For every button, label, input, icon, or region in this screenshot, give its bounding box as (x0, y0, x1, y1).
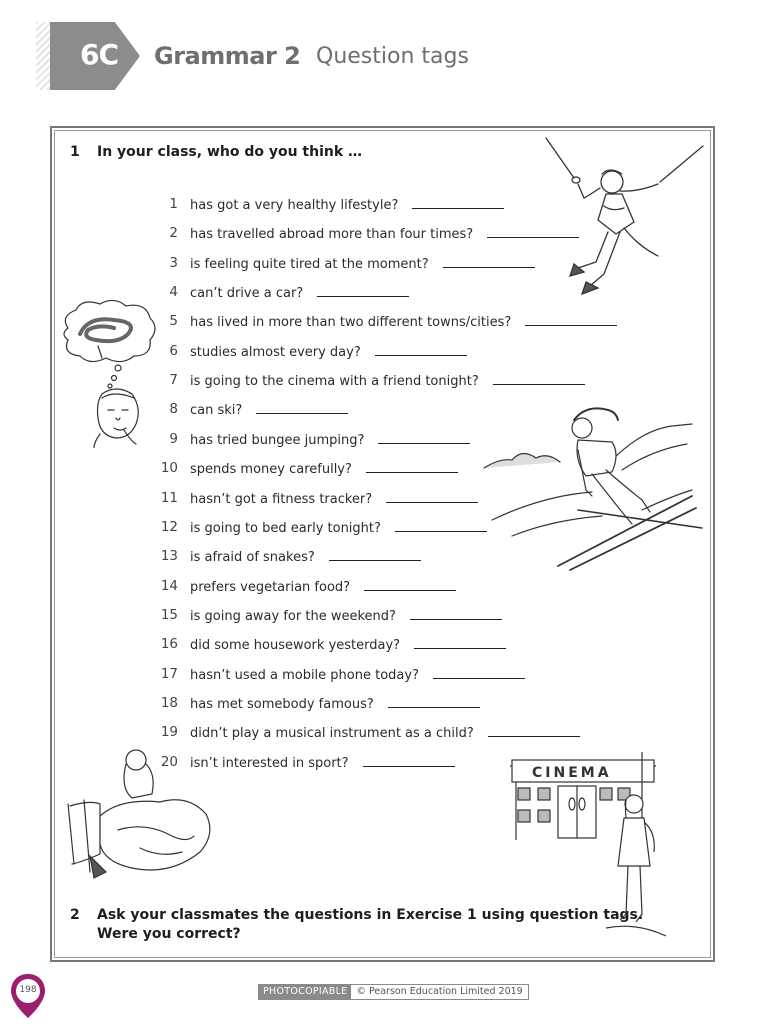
answer-blank[interactable] (395, 519, 487, 532)
answer-blank[interactable] (443, 255, 535, 268)
question-text-label: hasn’t used a mobile phone today? (190, 667, 419, 683)
cinema-sign-text: CINEMA (532, 765, 612, 781)
question-text-label: can ski? (190, 403, 243, 419)
question-text (190, 460, 458, 477)
question-text-label: can’t drive a car? (190, 286, 304, 302)
question-item (0, 666, 768, 686)
unit-code: 6C (80, 38, 119, 71)
question-item (0, 578, 768, 598)
thinking-man-snake-illustration (58, 298, 162, 448)
question-text (190, 196, 504, 213)
answer-blank[interactable] (525, 313, 617, 326)
page-number: 198 (19, 985, 37, 995)
question-text-label: hasn’t got a fitness tracker? (190, 491, 373, 507)
question-text-label: studies almost every day? (190, 344, 361, 360)
question-text (190, 607, 502, 624)
question-text (190, 431, 470, 448)
photocopiable-label: PHOTOCOPIABLE (259, 985, 351, 999)
question-text (190, 636, 506, 653)
question-text (190, 724, 580, 741)
answer-blank[interactable] (414, 636, 506, 649)
question-number: 8 (169, 401, 178, 418)
bungee-jumper-illustration (538, 136, 708, 306)
question-number: 15 (160, 606, 178, 623)
question-text-label: is afraid of snakes? (190, 550, 315, 566)
location-pin-icon (8, 972, 48, 1020)
question-number: 18 (160, 694, 178, 711)
exercise-1-instruction: In your class, who do you think … (97, 144, 363, 160)
question-text-label: spends money carefully? (190, 462, 352, 478)
question-text (190, 519, 487, 536)
answer-blank[interactable] (488, 724, 580, 737)
exercise-2-number: 2 (70, 907, 80, 923)
question-text (190, 666, 525, 683)
question-text (190, 548, 421, 565)
page-subtitle: Question tags (316, 44, 469, 69)
question-number: 12 (160, 518, 178, 535)
answer-blank[interactable] (363, 754, 455, 767)
cinema-illustration (506, 752, 696, 944)
answer-blank[interactable] (412, 196, 504, 209)
question-text (190, 313, 617, 330)
answer-blank[interactable] (378, 431, 470, 444)
answer-blank[interactable] (364, 578, 456, 591)
question-text-label: is feeling quite tired at the moment? (190, 256, 429, 272)
question-text-label: is going away for the weekend? (190, 608, 396, 624)
question-text (190, 225, 579, 242)
question-item (0, 607, 768, 627)
question-text (190, 578, 456, 595)
question-text-label: has met somebody famous? (190, 696, 374, 712)
question-number: 11 (160, 489, 178, 506)
person-in-bed-illustration (60, 744, 220, 884)
answer-blank[interactable] (433, 666, 525, 679)
question-text-label: prefers vegetarian food? (190, 579, 351, 595)
question-text (190, 490, 478, 507)
question-text (190, 284, 409, 301)
answer-blank[interactable] (493, 372, 585, 385)
question-number: 3 (169, 254, 178, 271)
question-number: 16 (160, 636, 178, 653)
skier-illustration (482, 400, 704, 572)
answer-blank[interactable] (329, 548, 421, 561)
question-text (190, 754, 455, 771)
question-number: 14 (160, 577, 178, 594)
answer-blank[interactable] (256, 401, 348, 414)
answer-blank[interactable] (375, 343, 467, 356)
question-text-label: has got a very healthy lifestyle? (190, 198, 399, 213)
question-number: 2 (169, 225, 178, 242)
question-number: 1 (169, 196, 178, 212)
footer-copyright-box (258, 984, 529, 1000)
question-number: 17 (160, 665, 178, 682)
answer-blank[interactable] (388, 695, 480, 708)
question-text-label: did some housework yesterday? (190, 638, 401, 654)
question-number: 6 (169, 342, 178, 359)
question-text-label: is going to bed early tonight? (190, 520, 381, 536)
question-text (190, 401, 348, 418)
exercise-2-line-1: Ask your classmates the questions in Exercise 1 using question tags. (97, 907, 644, 923)
question-item (0, 695, 768, 715)
answer-blank[interactable] (386, 490, 478, 503)
answer-blank[interactable] (410, 607, 502, 620)
answer-blank[interactable] (317, 284, 409, 297)
question-number: 7 (169, 372, 178, 389)
question-number: 5 (169, 313, 178, 330)
question-text (190, 372, 585, 389)
question-text (190, 695, 480, 712)
exercise-1-number: 1 (70, 144, 80, 160)
question-text-label: has lived in more than two different towns/cities? (190, 315, 512, 331)
question-text-label: isn’t interested in sport? (190, 755, 349, 771)
question-number: 20 (160, 753, 178, 770)
question-number: 4 (169, 284, 178, 301)
page-title: Grammar 2 (154, 42, 301, 70)
question-text-label: has tried bungee jumping? (190, 432, 365, 448)
question-number: 13 (160, 548, 178, 565)
question-text (190, 343, 467, 360)
question-text-label: didn’t play a musical instrument as a child? (190, 726, 474, 742)
question-number: 19 (160, 724, 178, 741)
exercise-2-line-2: Were you correct? (97, 926, 241, 942)
copyright-text: © Pearson Education Limited 2019 (356, 986, 523, 997)
question-number: 10 (160, 460, 178, 477)
question-item (0, 724, 768, 744)
question-text-label: has travelled abroad more than four times? (190, 227, 474, 243)
question-item (0, 636, 768, 656)
question-number: 9 (169, 430, 178, 447)
question-text (190, 255, 535, 272)
answer-blank[interactable] (366, 460, 458, 473)
question-text-label: is going to the cinema with a friend tonight? (190, 374, 479, 390)
